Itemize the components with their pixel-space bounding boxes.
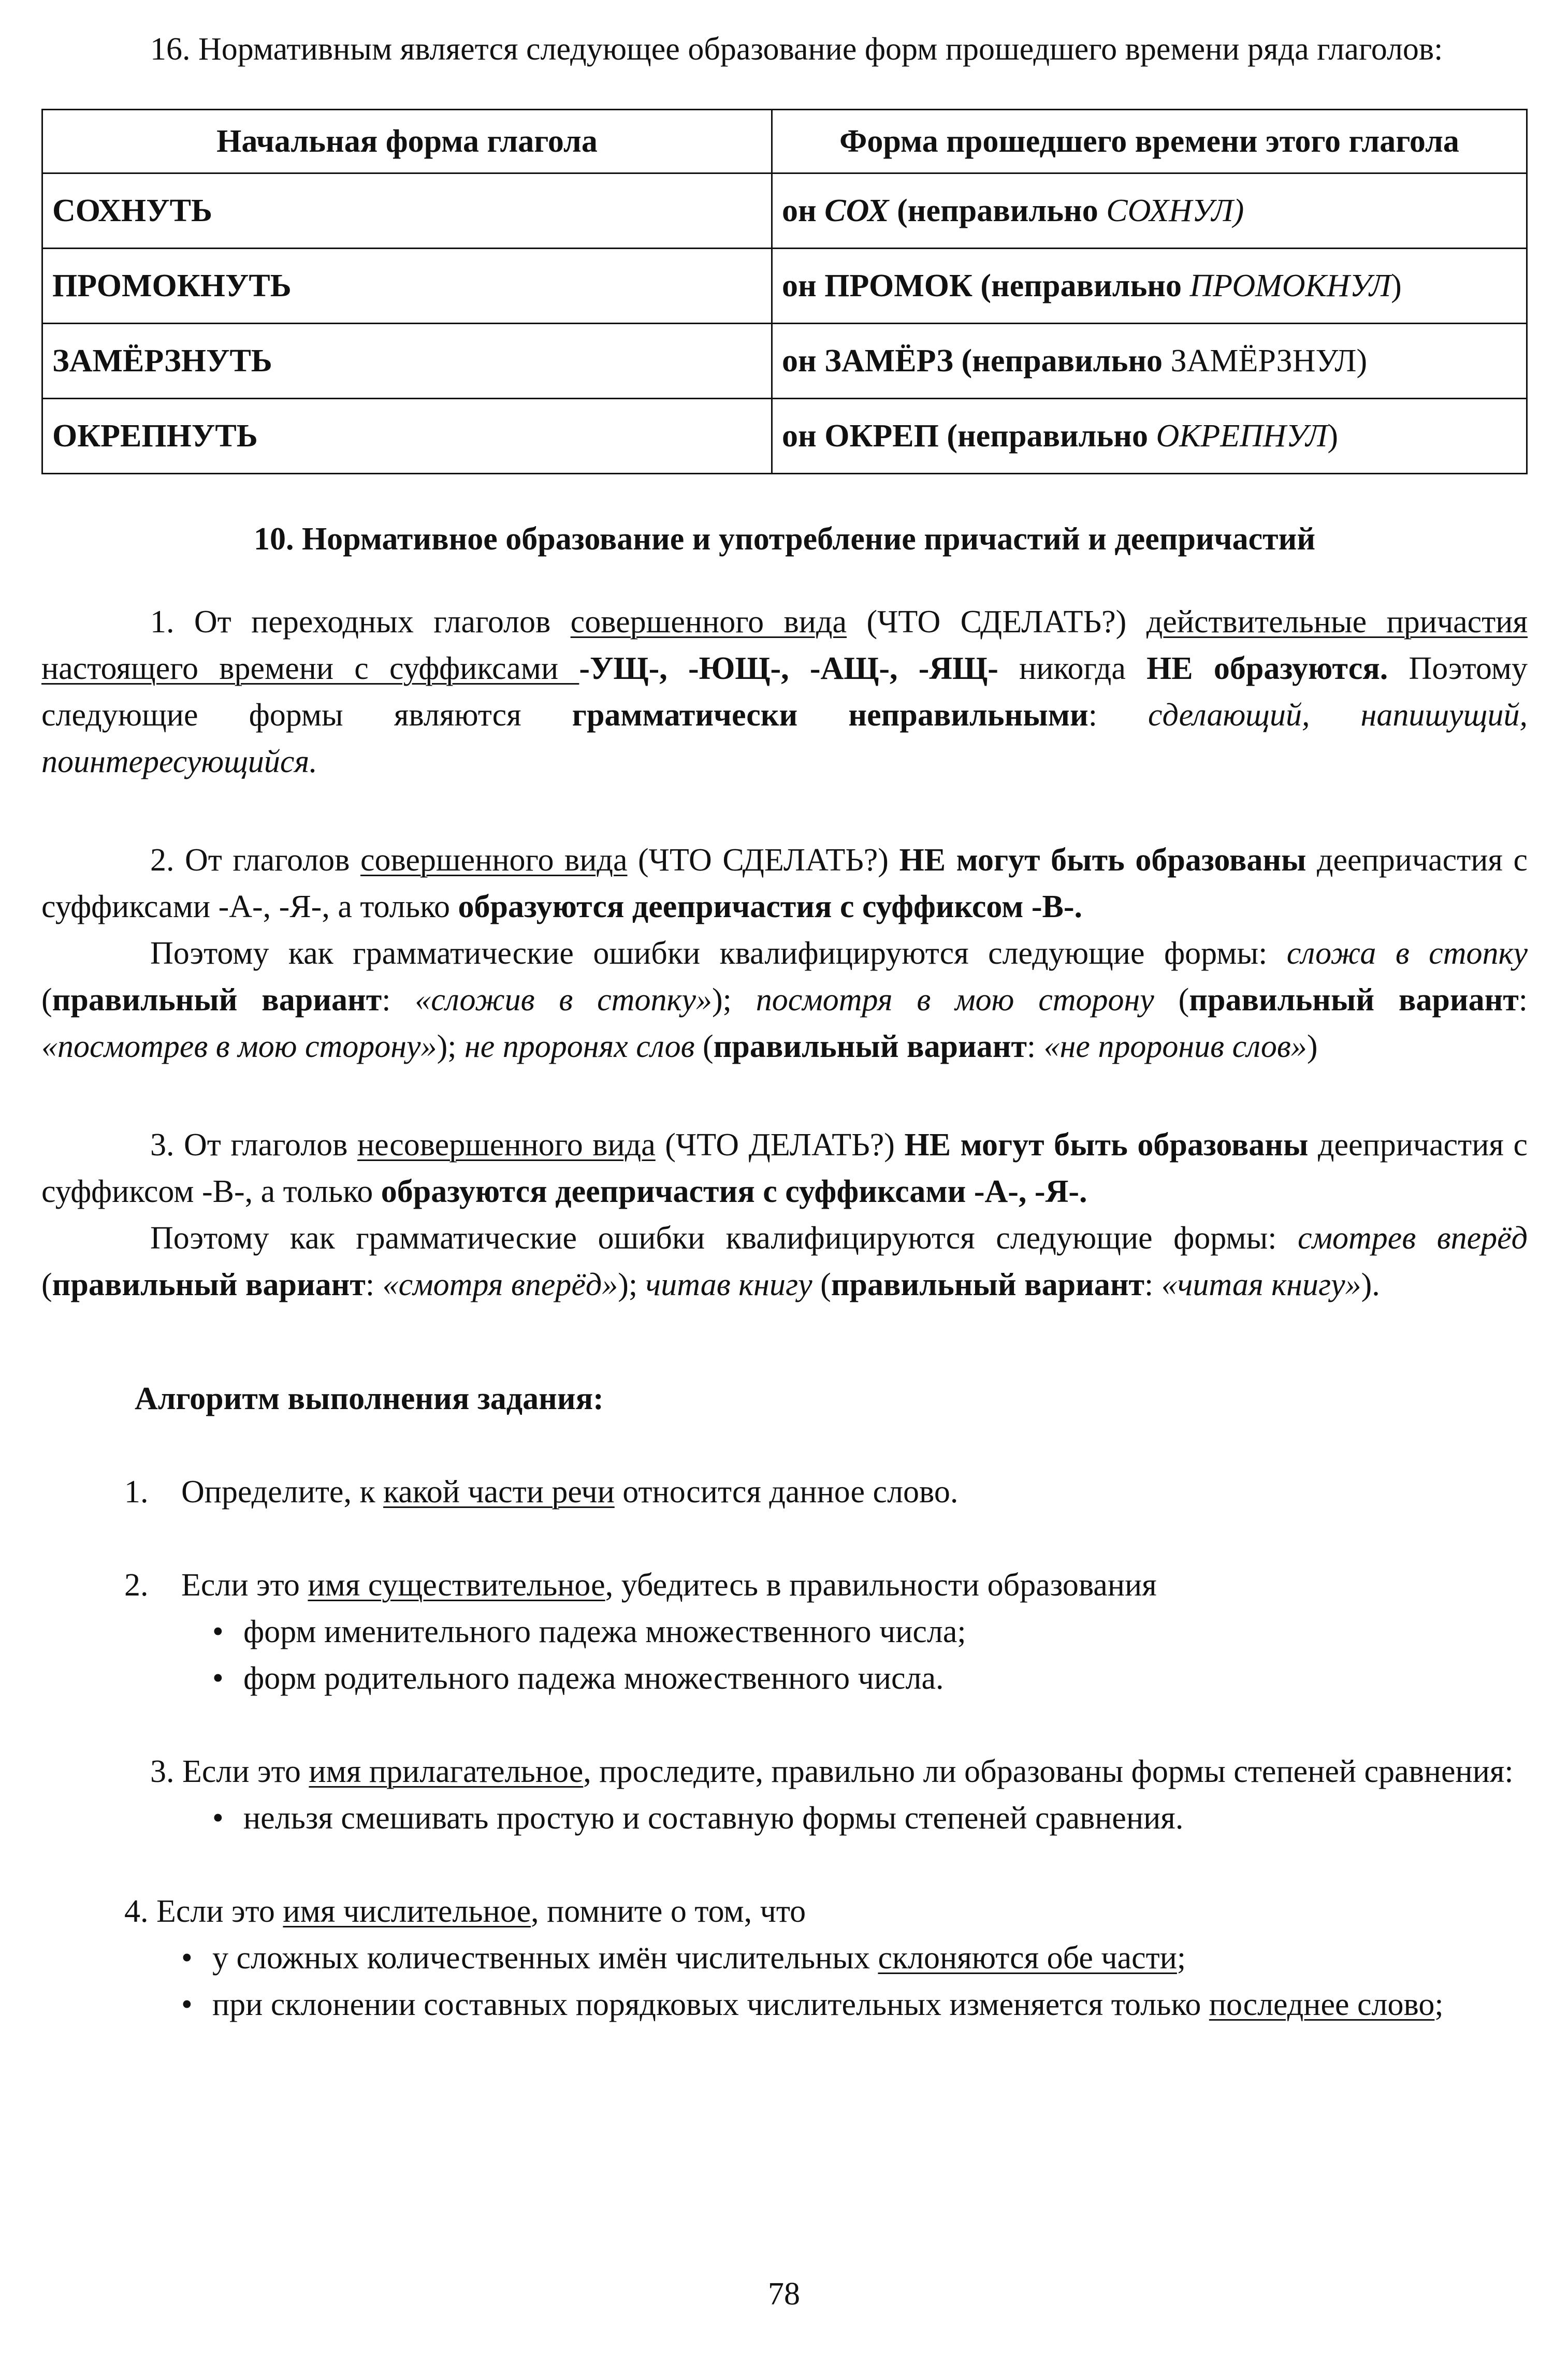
infinitive-cell: ЗАМЁРЗНУТЬ [42,324,772,399]
infinitive-cell: ПРОМОКНУТЬ [42,249,772,324]
infinitive-cell: СОХНУТЬ [42,173,772,249]
algorithm-step-2: 2. Если это имя существительное, убедитесь в правильности образования • форм именительного падежа множественного числа; • форм родительного падежа множественного числа. [41,1562,1528,1702]
verb-table [41,109,1528,474]
rule-paragraph-3-examples: Поэтому как грамматические ошибки квалифицируются следующие формы: смотрев вперёд (правильный вариант: «смотря вперёд»); читав книгу (правильный вариант: «читая книгу»). [41,1221,1528,1302]
list-item: • форм именительного падежа множественного числа; [41,1608,1528,1655]
intro-paragraph [41,26,1528,72]
rule-paragraph-1: 1. От переходных глаголов совершенного вида (ЧТО СДЕЛАТЬ?) действительные причастия настоящего времени с суффиксами -УЩ-, -ЮЩ-, -АЩ-, -ЯЩ- никогда НЕ образуются. Поэтому следующие формы являются грамматически неправильными: сделающий, напишущий, поинтересующийся. [41,604,1528,779]
intro-number: 16. [150,32,191,67]
past-form-cell: он ЗАМЁРЗ (неправильно ЗАМЁРЗНУЛ) [772,324,1527,399]
table-row [42,249,1527,324]
algorithm-step-3: 3. Если это имя прилагательное, проследите, правильно ли образованы формы степеней сравнения: • нельзя смешивать простую и составную формы степеней сравнения. [41,1748,1528,1841]
past-form-cell: он ОКРЕП (неправильно ОКРЕПНУЛ) [772,399,1527,474]
table-header-row [42,110,1527,173]
intro-text: Нормативным является следующее образование форм прошедшего времени ряда глаголов: [198,32,1443,67]
table-row [42,173,1527,249]
rule-paragraph-3: 3. От глаголов несовершенного вида (ЧТО ДЕЛАТЬ?) НЕ могут быть образованы деепричастия с суффиксом -В-, а только образуются деепричастия с суффиксами -А-, -Я-. [41,1127,1528,1209]
section-title: 10. Нормативное образование и употребление причастий и деепричастий [253,521,1316,557]
table-header-cell: Начальная форма глагола [42,110,772,173]
page-number: 78 [768,2276,800,2312]
rule-paragraph-2: 2. От глаголов совершенного вида (ЧТО СДЕЛАТЬ?) НЕ могут быть образованы деепричастия с суффиксами -А-, -Я-, а только образуются деепричастия с суффиксом -В-. [41,843,1528,924]
table-row [42,399,1527,474]
infinitive-cell: ОКРЕПНУТЬ [42,399,772,474]
past-form-cell: он ПРОМОК (неправильно ПРОМОКНУЛ) [772,249,1527,324]
past-form-cell: он СОХ (неправильно СОХНУЛ) [772,173,1527,249]
algorithm-step-1: 1. Определите, к какой части речи относится данное слово. [124,1474,959,1510]
algorithm-title: Алгоритм выполнения задания: [135,1381,604,1416]
algorithm-step-4: 4. Если это имя числительное, помните о том, что • у сложных количественных имён числительных склоняются обе части; • при склонении составных порядковых числительных изменяется только последнее слово; [41,1888,1528,2028]
rule-paragraph-2-examples: Поэтому как грамматические ошибки квалифицируются следующие формы: сложа в стопку (правильный вариант: «сложив в стопку»); посмотря в мою сторону (правильный вариант: «посмотрев в мою сторону»); не проронях слов (правильный вариант: «не проронив слов») [41,936,1528,1064]
list-item: • нельзя смешивать простую и составную формы степеней сравнения. [41,1795,1528,1841]
table-header-cell: Форма прошедшего времени этого глагола [772,110,1527,173]
list-item: • при склонении составных порядковых числительных изменяется только последнее слово; [41,1981,1528,2028]
list-item: • у сложных количественных имён числительных склоняются обе части; [41,1935,1528,1981]
page [41,26,1528,2028]
table-row [42,324,1527,399]
list-item: • форм родительного падежа множественного числа. [41,1655,1528,1702]
